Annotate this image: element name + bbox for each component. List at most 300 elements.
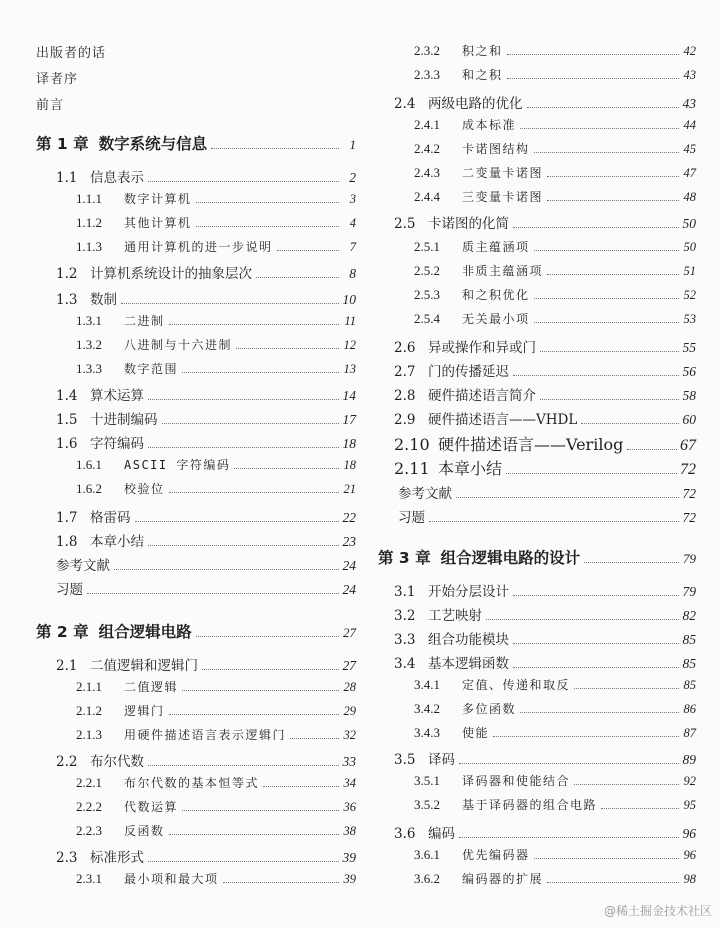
dot-leader bbox=[121, 303, 339, 304]
toc-entry[interactable] bbox=[394, 652, 696, 672]
dot-leader bbox=[534, 858, 679, 859]
dot-leader bbox=[534, 322, 679, 323]
toc-title: 最小项和最大项 bbox=[124, 872, 219, 886]
toc-number: 2.3.2 bbox=[414, 43, 440, 58]
toc-page-number: 36 bbox=[343, 800, 356, 814]
toc-entry[interactable] bbox=[414, 846, 696, 863]
toc-page-number: 79 bbox=[683, 551, 696, 566]
toc-entry[interactable] bbox=[394, 360, 696, 380]
dot-leader bbox=[211, 148, 339, 149]
toc-entry[interactable] bbox=[76, 214, 356, 231]
toc-number: 2.5 bbox=[394, 216, 416, 232]
toc-title: 数字计算机 bbox=[124, 192, 192, 206]
toc-entry[interactable] bbox=[414, 164, 696, 181]
dot-leader bbox=[513, 595, 679, 596]
toc-number: 1.7 bbox=[56, 510, 78, 526]
toc-number: 第 3 章 bbox=[378, 549, 431, 567]
toc-number: 2.2.2 bbox=[76, 799, 102, 814]
toc-page-number: 18 bbox=[343, 458, 356, 472]
toc-entry[interactable] bbox=[414, 140, 696, 157]
toc-entry[interactable] bbox=[414, 66, 696, 83]
toc-page-number: 17 bbox=[342, 412, 356, 427]
toc-number: 3.6.2 bbox=[414, 871, 440, 886]
toc-number: 3.1 bbox=[394, 584, 416, 600]
toc-number: 2.9 bbox=[394, 412, 416, 428]
toc-title: 积之和 bbox=[462, 44, 503, 58]
toc-title: 布尔代数的基本恒等式 bbox=[124, 776, 260, 790]
toc-title: 门的传播延迟 bbox=[428, 364, 509, 380]
dot-leader bbox=[148, 765, 339, 766]
dot-leader bbox=[506, 473, 677, 474]
toc-title: 二进制 bbox=[124, 314, 165, 328]
dot-leader bbox=[429, 521, 679, 522]
dot-leader bbox=[513, 375, 679, 376]
toc-number: 2.3.3 bbox=[414, 67, 440, 82]
toc-title: 译码器和使能结合 bbox=[462, 774, 571, 788]
toc-title: 三变量卡诺图 bbox=[462, 190, 544, 204]
toc-entry[interactable] bbox=[56, 750, 356, 770]
dot-leader bbox=[263, 786, 339, 787]
toc-entry[interactable] bbox=[394, 432, 696, 455]
toc-number: 2.5.1 bbox=[414, 239, 440, 254]
toc-number: 2.5.2 bbox=[414, 263, 440, 278]
toc-page-number: 85 bbox=[683, 678, 696, 692]
dot-leader bbox=[169, 324, 339, 325]
toc-entry[interactable] bbox=[76, 726, 356, 743]
toc-page-number: 72 bbox=[680, 461, 696, 478]
toc-number: 2.2.3 bbox=[76, 823, 102, 838]
dot-leader bbox=[223, 882, 339, 883]
toc-entry[interactable] bbox=[394, 408, 696, 428]
toc-number: 2.8 bbox=[394, 388, 416, 404]
toc-number: 3.4.3 bbox=[414, 725, 440, 740]
toc-title: 二值逻辑 bbox=[124, 680, 179, 694]
toc-number: 2.2.1 bbox=[76, 775, 102, 790]
toc-title: 本章小结 bbox=[438, 459, 503, 478]
toc-number: 2.1.3 bbox=[76, 727, 102, 742]
toc-page-number: 34 bbox=[343, 776, 356, 790]
toc-page-number: 23 bbox=[342, 534, 356, 549]
toc-title: 前言 bbox=[36, 98, 65, 113]
toc-title: 本章小结 bbox=[90, 534, 144, 550]
toc-number: 第 1 章 bbox=[36, 135, 89, 153]
toc-entry[interactable] bbox=[414, 310, 696, 327]
toc-number: 2.1.1 bbox=[76, 679, 102, 694]
dot-leader bbox=[540, 351, 679, 352]
toc-title: 二变量卡诺图 bbox=[462, 166, 544, 180]
toc-page-number: 14 bbox=[342, 388, 356, 403]
toc-title: 数字系统与信息 bbox=[98, 135, 208, 153]
toc-entry[interactable] bbox=[36, 132, 356, 154]
dot-leader bbox=[277, 250, 339, 251]
toc-title: 字符编码 bbox=[90, 436, 144, 452]
toc-entry[interactable] bbox=[394, 580, 696, 600]
toc-number: 1.3.1 bbox=[76, 313, 102, 328]
toc-title: 卡诺图的化简 bbox=[428, 216, 509, 232]
toc-page-number: 21 bbox=[343, 482, 356, 496]
toc-entry[interactable] bbox=[36, 94, 356, 113]
toc-title: 参考文献 bbox=[398, 486, 452, 502]
toc-page-number: 92 bbox=[683, 774, 696, 788]
toc-entry[interactable] bbox=[414, 286, 696, 303]
toc-page-number: 43 bbox=[682, 96, 696, 111]
toc-page-number: 10 bbox=[342, 292, 356, 307]
toc-entry[interactable] bbox=[398, 482, 696, 502]
toc-entry[interactable] bbox=[56, 506, 356, 526]
toc-title: 通用计算机的进一步说明 bbox=[124, 240, 273, 254]
toc-entry[interactable] bbox=[76, 190, 356, 207]
dot-leader bbox=[148, 399, 339, 400]
toc-title: 二值逻辑和逻辑门 bbox=[90, 658, 198, 674]
toc-title: 用硬件描述语言表示逻辑门 bbox=[124, 728, 287, 742]
toc-entry[interactable] bbox=[394, 456, 696, 479]
toc-entry[interactable] bbox=[76, 360, 356, 377]
toc-title: 异或操作和异或门 bbox=[428, 340, 536, 356]
toc-entry[interactable] bbox=[394, 604, 696, 624]
toc-number: 2.10 bbox=[394, 435, 430, 454]
toc-title: 信息表示 bbox=[90, 170, 144, 186]
toc-entry[interactable] bbox=[56, 846, 356, 866]
toc-page-number: 53 bbox=[683, 312, 696, 326]
toc-page-number: 28 bbox=[343, 680, 356, 694]
toc-page-number: 2 bbox=[349, 170, 356, 185]
toc-page-number: 85 bbox=[682, 632, 696, 647]
toc-number: 3.4.1 bbox=[414, 677, 440, 692]
toc-page-number: 67 bbox=[680, 437, 696, 454]
dot-leader bbox=[162, 423, 340, 424]
toc-title: 出版者的话 bbox=[36, 46, 107, 61]
toc-page-number: 98 bbox=[683, 872, 696, 886]
dot-leader bbox=[574, 784, 679, 785]
dot-leader bbox=[182, 690, 339, 691]
toc-entry[interactable] bbox=[76, 678, 356, 695]
dot-leader bbox=[169, 714, 339, 715]
toc-entry[interactable] bbox=[414, 262, 696, 279]
toc-title: 和之积优化 bbox=[462, 288, 530, 302]
toc-number: 1.1 bbox=[56, 170, 78, 186]
dot-leader bbox=[547, 274, 679, 275]
dot-leader bbox=[202, 669, 339, 670]
toc-title: 译码 bbox=[428, 752, 455, 768]
toc-entry[interactable] bbox=[76, 456, 356, 473]
toc-title: 硬件描述语言简介 bbox=[428, 388, 536, 404]
dot-leader bbox=[459, 763, 679, 764]
dot-leader bbox=[135, 521, 340, 522]
toc-title: 硬件描述语言——VHDL bbox=[428, 412, 578, 428]
toc-title: 卡诺图结构 bbox=[462, 142, 530, 156]
toc-title: 成本标准 bbox=[462, 118, 517, 132]
toc-page-number: 39 bbox=[343, 872, 356, 886]
dot-leader bbox=[290, 738, 339, 739]
toc-page-number: 72 bbox=[682, 486, 696, 501]
toc-entry[interactable] bbox=[56, 288, 356, 308]
toc-title: 组合逻辑电路 bbox=[98, 623, 192, 641]
toc-title: 定值、传递和取反 bbox=[462, 678, 571, 692]
toc-page-number: 33 bbox=[342, 754, 356, 769]
toc-title: 多位函数 bbox=[462, 702, 517, 716]
toc-title: 其他计算机 bbox=[124, 216, 192, 230]
toc-entry[interactable] bbox=[36, 620, 356, 642]
toc-entry[interactable] bbox=[414, 676, 696, 693]
dot-leader bbox=[182, 810, 339, 811]
toc-entry[interactable] bbox=[56, 554, 356, 574]
dot-leader bbox=[169, 492, 339, 493]
toc-page-number: 85 bbox=[682, 656, 696, 671]
toc-title: 无关最小项 bbox=[462, 312, 530, 326]
toc-title: ASCII 字符编码 bbox=[124, 458, 231, 472]
toc-entry[interactable] bbox=[56, 262, 356, 282]
toc-page-number: 13 bbox=[343, 362, 356, 376]
toc-page-number: 3 bbox=[349, 192, 356, 206]
toc-page-number: 12 bbox=[343, 338, 356, 352]
toc-page-number: 58 bbox=[682, 388, 696, 403]
toc-title: 开始分层设计 bbox=[428, 584, 509, 600]
dot-leader bbox=[456, 497, 679, 498]
toc-entry[interactable] bbox=[76, 774, 356, 791]
toc-page-number: 51 bbox=[683, 264, 696, 278]
toc-page-number: 47 bbox=[683, 166, 696, 180]
toc-page-number: 45 bbox=[683, 142, 696, 156]
toc-number: 2.7 bbox=[394, 364, 416, 380]
toc-number: 1.3.2 bbox=[76, 337, 102, 352]
toc-number: 3.4 bbox=[394, 656, 416, 672]
dot-leader bbox=[534, 250, 679, 251]
toc-number: 1.6.1 bbox=[76, 457, 102, 472]
dot-leader bbox=[459, 837, 679, 838]
toc-number: 3.6.1 bbox=[414, 847, 440, 862]
dot-leader bbox=[547, 882, 679, 883]
toc-entry[interactable] bbox=[76, 870, 356, 887]
toc-page-number: 11 bbox=[344, 314, 356, 328]
toc-entry[interactable] bbox=[414, 870, 696, 887]
toc-entry[interactable] bbox=[394, 384, 696, 404]
toc-entry[interactable] bbox=[414, 188, 696, 205]
toc-entry[interactable] bbox=[394, 336, 696, 356]
toc-page-number: 50 bbox=[683, 240, 696, 254]
dot-leader bbox=[574, 688, 679, 689]
toc-page-number: 32 bbox=[343, 728, 356, 742]
toc-number: 2.4.3 bbox=[414, 165, 440, 180]
toc-title: 标准形式 bbox=[90, 850, 144, 866]
toc-page-number: 72 bbox=[682, 510, 696, 525]
toc-page-number: 95 bbox=[683, 798, 696, 812]
toc-number: 2.6 bbox=[394, 340, 416, 356]
toc-title: 组合功能模块 bbox=[428, 632, 509, 648]
toc-page-number: 7 bbox=[349, 240, 356, 254]
toc-page-number: 56 bbox=[682, 364, 696, 379]
dot-leader bbox=[196, 202, 339, 203]
dot-leader bbox=[513, 667, 679, 668]
dot-leader bbox=[527, 107, 680, 108]
toc-entry[interactable] bbox=[414, 772, 696, 789]
toc-entry[interactable] bbox=[394, 748, 696, 768]
toc-number: 2.3.1 bbox=[76, 871, 102, 886]
dot-leader bbox=[627, 449, 677, 450]
toc-entry[interactable] bbox=[56, 166, 356, 186]
toc-title: 习题 bbox=[398, 510, 425, 526]
dot-leader bbox=[486, 619, 679, 620]
toc-title: 使能 bbox=[462, 726, 490, 740]
dot-leader bbox=[534, 298, 679, 299]
toc-title: 编码 bbox=[428, 826, 455, 842]
dot-leader bbox=[236, 348, 339, 349]
dot-leader bbox=[148, 447, 339, 448]
toc-entry[interactable] bbox=[76, 702, 356, 719]
toc-number: 3.5 bbox=[394, 752, 416, 768]
toc-page-number: 48 bbox=[683, 190, 696, 204]
toc-entry[interactable] bbox=[398, 506, 696, 526]
toc-title: 硬件描述语言——Verilog bbox=[438, 435, 624, 454]
toc-number: 2.11 bbox=[394, 459, 430, 478]
toc-page-number: 24 bbox=[342, 558, 356, 573]
toc-page-number: 96 bbox=[682, 826, 696, 841]
toc-page-number: 27 bbox=[343, 625, 356, 640]
toc-entry[interactable] bbox=[56, 384, 356, 404]
toc-entry[interactable] bbox=[56, 408, 356, 428]
toc-entry[interactable] bbox=[36, 42, 356, 61]
toc-entry[interactable] bbox=[414, 796, 696, 813]
dot-leader bbox=[114, 569, 339, 570]
toc-title: 两级电路的优化 bbox=[428, 96, 523, 112]
dot-leader bbox=[256, 277, 339, 278]
toc-number: 1.4 bbox=[56, 388, 78, 404]
toc-entry[interactable] bbox=[76, 798, 356, 815]
toc-entry[interactable] bbox=[56, 432, 356, 452]
toc-entry[interactable] bbox=[76, 336, 356, 353]
toc-number: 1.1.2 bbox=[76, 215, 102, 230]
toc-page-number: 55 bbox=[682, 340, 696, 355]
toc-entry[interactable] bbox=[378, 546, 696, 568]
toc-title: 计算机系统设计的抽象层次 bbox=[90, 266, 252, 282]
toc-title: 校验位 bbox=[124, 482, 165, 496]
toc-number: 1.1.1 bbox=[76, 191, 102, 206]
toc-entry[interactable] bbox=[414, 116, 696, 133]
toc-title: 编码器的扩展 bbox=[462, 872, 544, 886]
toc-entry[interactable] bbox=[76, 822, 356, 839]
toc-page-number: 8 bbox=[349, 266, 356, 281]
toc-page-number: 82 bbox=[682, 608, 696, 623]
toc-entry[interactable] bbox=[56, 654, 356, 674]
toc-page-number: 42 bbox=[683, 44, 696, 58]
toc-page-number: 39 bbox=[342, 850, 356, 865]
toc-page-number: 43 bbox=[683, 68, 696, 82]
dot-leader bbox=[507, 78, 679, 79]
toc-page-number: 1 bbox=[349, 137, 356, 152]
toc-entry[interactable] bbox=[56, 530, 356, 550]
dot-leader bbox=[601, 808, 679, 809]
toc-title: 质主蕴涵项 bbox=[462, 240, 530, 254]
dot-leader bbox=[547, 200, 679, 201]
dot-leader bbox=[196, 226, 339, 227]
toc-number: 1.6.2 bbox=[76, 481, 102, 496]
toc-entry[interactable] bbox=[414, 238, 696, 255]
toc-number: 第 2 章 bbox=[36, 623, 89, 641]
toc-title: 和之积 bbox=[462, 68, 503, 82]
toc-number: 2.4.2 bbox=[414, 141, 440, 156]
dot-leader bbox=[520, 712, 679, 713]
dot-leader bbox=[148, 861, 339, 862]
toc-entry[interactable] bbox=[394, 92, 696, 112]
dot-leader bbox=[182, 372, 339, 373]
dot-leader bbox=[507, 54, 679, 55]
toc-title: 译者序 bbox=[36, 72, 79, 87]
toc-title: 习题 bbox=[56, 582, 83, 598]
toc-number: 2.1 bbox=[56, 658, 78, 674]
toc-number: 3.5.2 bbox=[414, 797, 440, 812]
dot-leader bbox=[513, 227, 679, 228]
toc-entry[interactable] bbox=[76, 238, 356, 255]
toc-title: 参考文献 bbox=[56, 558, 110, 574]
toc-entry[interactable] bbox=[36, 68, 356, 87]
toc-entry[interactable] bbox=[76, 480, 356, 497]
toc-number: 2.4.1 bbox=[414, 117, 440, 132]
toc-entry[interactable] bbox=[414, 42, 696, 59]
toc-page-number: 44 bbox=[683, 118, 696, 132]
dot-leader bbox=[87, 593, 339, 594]
dot-leader bbox=[547, 176, 679, 177]
toc-page-number: 50 bbox=[682, 216, 696, 231]
dot-leader bbox=[148, 545, 339, 546]
toc-number: 2.2 bbox=[56, 754, 78, 770]
dot-leader bbox=[520, 128, 679, 129]
dot-leader bbox=[234, 468, 339, 469]
toc-number: 3.4.2 bbox=[414, 701, 440, 716]
toc-entry[interactable] bbox=[414, 724, 696, 741]
toc-number: 2.3 bbox=[56, 850, 78, 866]
toc-page-number: 52 bbox=[683, 288, 696, 302]
toc-title: 工艺映射 bbox=[428, 608, 482, 624]
toc-title: 数字范围 bbox=[124, 362, 179, 376]
toc-entry[interactable] bbox=[76, 312, 356, 329]
toc-number: 1.6 bbox=[56, 436, 78, 452]
dot-leader bbox=[534, 152, 679, 153]
toc-number: 2.5.3 bbox=[414, 287, 440, 302]
toc-entry[interactable] bbox=[394, 822, 696, 842]
toc-title: 算术运算 bbox=[90, 388, 144, 404]
dot-leader bbox=[581, 423, 679, 424]
toc-page-number: 24 bbox=[342, 582, 356, 597]
toc-number: 2.1.2 bbox=[76, 703, 102, 718]
toc-title: 逻辑门 bbox=[124, 704, 165, 718]
toc-number: 1.3 bbox=[56, 292, 78, 308]
dot-leader bbox=[493, 736, 679, 737]
dot-leader bbox=[540, 399, 679, 400]
toc-title: 格雷码 bbox=[90, 510, 131, 526]
toc-title: 数制 bbox=[90, 292, 117, 308]
toc-page-number: 79 bbox=[682, 584, 696, 599]
toc-entry[interactable] bbox=[394, 212, 696, 232]
toc-title: 布尔代数 bbox=[90, 754, 144, 770]
toc-page-number: 22 bbox=[342, 510, 356, 525]
toc-title: 优先编码器 bbox=[462, 848, 530, 862]
toc-number: 1.5 bbox=[56, 412, 78, 428]
toc-entry[interactable] bbox=[414, 700, 696, 717]
toc-title: 基于译码器的组合电路 bbox=[462, 798, 598, 812]
watermark: @稀土掘金技术社区 bbox=[603, 904, 712, 918]
toc-number: 3.2 bbox=[394, 608, 416, 624]
toc-page-number: 18 bbox=[342, 436, 356, 451]
toc-number: 3.6 bbox=[394, 826, 416, 842]
toc-title: 八进制与十六进制 bbox=[124, 338, 233, 352]
toc-title: 十进制编码 bbox=[90, 412, 158, 428]
toc-entry[interactable] bbox=[394, 628, 696, 648]
toc-page-number: 96 bbox=[683, 848, 696, 862]
toc-entry[interactable] bbox=[56, 578, 356, 598]
toc-number: 2.5.4 bbox=[414, 311, 440, 326]
toc-number: 1.1.3 bbox=[76, 239, 102, 254]
toc-page-number: 38 bbox=[343, 824, 356, 838]
toc-title: 基本逻辑函数 bbox=[428, 656, 509, 672]
